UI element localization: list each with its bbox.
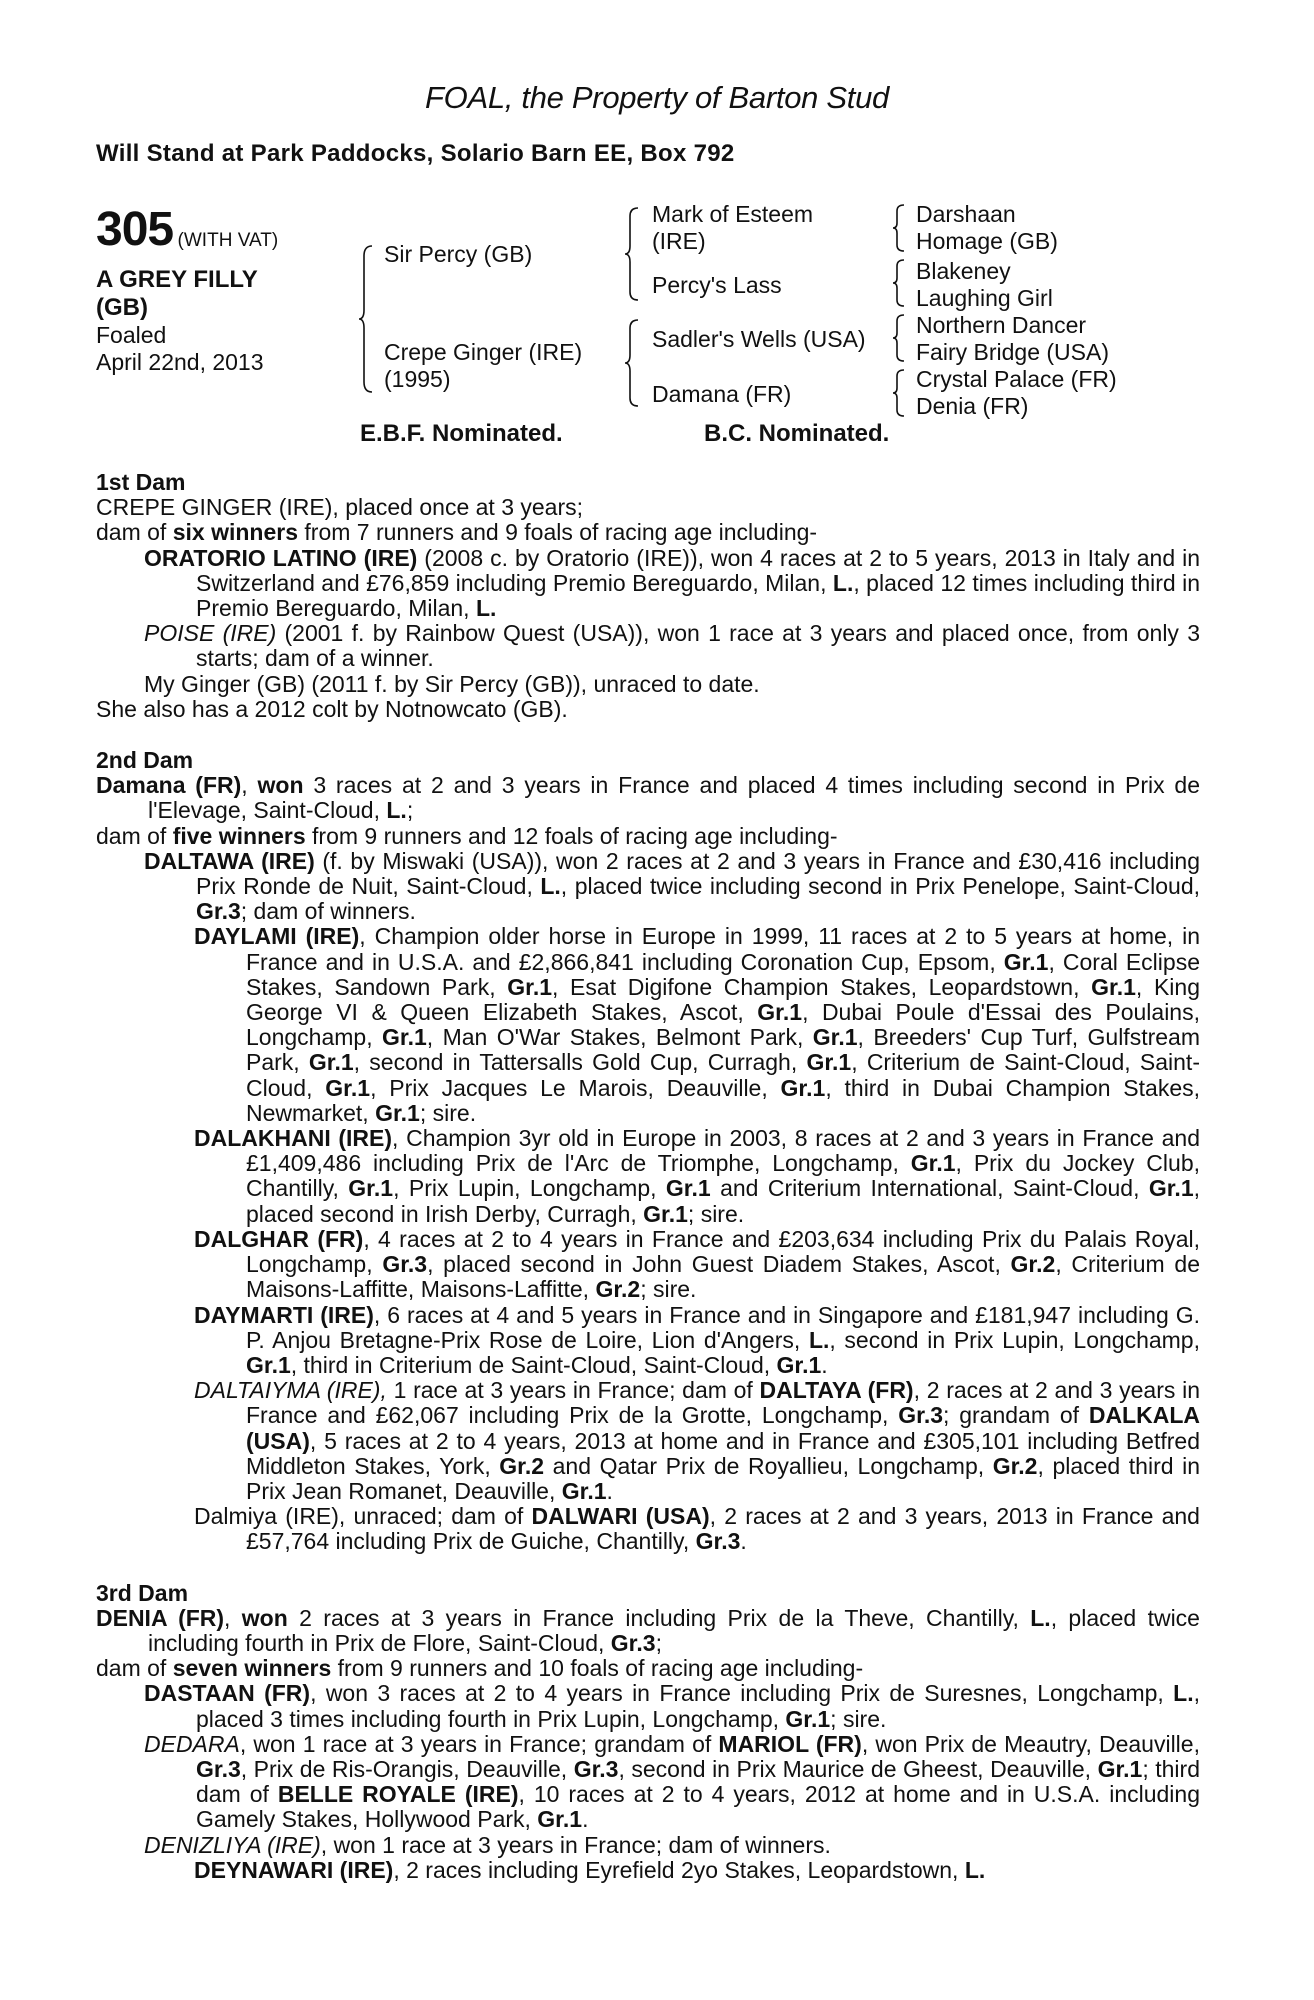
stand-location: Will Stand at Park Paddocks, Solario Barn EE, Box 792: [96, 140, 735, 167]
lot-number: 305: [96, 203, 174, 256]
entry-oratorio-latino: ORATORIO LATINO (IRE) (2008 c. by Oratorio (IRE)), won 4 races at 2 to 5 years, 2013 in Italy and in Switzerland and £76,859 including Premio Bereguardo, Milan, L., placed 12 times including third in Premio Bereguardo, Milan, L.: [144, 544, 1200, 622]
entry-dedara: DEDARA, won 1 race at 3 years in France; grandam of MARIOL (FR), won Prix de Meautry, Deauville, Gr.3, Prix de Ris-Orangis, Deauville, Gr.3, second in Prix Maurice de Gheest, Deauville, Gr.1; third dam of BELLE ROYALE (IRE), 10 races at 2 to 4 years, 2012 at home and in U.S.A. including Gamely Stakes, Hollywood Park, Gr.1.: [144, 1730, 1200, 1833]
first-dam-heading: 1st Dam: [96, 469, 186, 495]
entry-daylami: DAYLAMI (IRE), Champion older horse in Europe in 1999, 11 races at 2 to 5 years at home, in France and in U.S.A. and £2,866,841 including Coronation Cup, Epsom, Gr.1, Coral Eclipse Stakes, Sandown Park, Gr.1, Esat Digifone Champion Stakes, Leopardstown, Gr.1, King George VI & Queen Elizabeth Stakes, Ascot, Gr.1, Dubai Poule d'Essai des Poulains, Longchamp, Gr.1, Man O'War Stakes, Belmont Park, Gr.1, Breeders' Cup Turf, Gulfstream Park, Gr.1, second in Tattersalls Gold Cup, Curragh, Gr.1, Criterium de Saint-Cloud, Saint-Cloud, Gr.1, Prix Jacques Le Marois, Deauville, Gr.1, third in Dubai Champion Stakes, Newmarket, Gr.1; sire.: [194, 923, 1201, 1126]
first-dam-summary: dam of six winners from 7 runners and 9 foals of racing age including-: [96, 519, 818, 546]
second-dam-heading: 2nd Dam: [96, 747, 194, 774]
third-dam-summary: dam of seven winners from 9 runners and 10 foals of racing age including-: [96, 1655, 864, 1682]
entry-damana: Damana (FR), won 3 races at 2 and 3 years in France and placed 4 times including second in Prix de l'Elevage, Saint-Cloud, L.;: [96, 772, 1200, 824]
catalogue-body: [96, 470, 1200, 1883]
brace-ss: [892, 203, 908, 253]
ped-sss: Darshaan: [916, 201, 1016, 227]
entry-denia: DENIA (FR), won 2 races at 3 years in France including Prix de la Theve, Chantilly, L., placed twice including fourth in Prix de Flore, Saint-Cloud, Gr.3;: [96, 1604, 1200, 1656]
entry-colt: She also has a 2012 colt by Notnowcato (GB).: [96, 695, 568, 722]
entry-deynawari: DEYNAWARI (IRE), 2 races including Eyrefield 2yo Stakes, Leopardstown, L.: [194, 1856, 986, 1883]
page-title: FOAL, the Property of Barton Stud: [425, 80, 889, 115]
ebf-nominated: E.B.F. Nominated.: [360, 420, 563, 447]
brace-sd: [892, 258, 908, 308]
brace-dam: [624, 318, 644, 408]
entry-poise: POISE (IRE) (2001 f. by Rainbow Quest (USA)), won 1 race at 3 years and placed once, from only 3 starts; dam of a winner.: [144, 620, 1201, 672]
second-dam-summary: dam of five winners from 9 runners and 12 foals of racing age including-: [96, 822, 838, 849]
entry-daltaiyma: DALTAIYMA (IRE), 1 race at 3 years in France; dam of DALTAYA (FR), 2 races at 2 and 3 years in France and £62,067 including Prix de la Grotte, Longchamp, Gr.3; grandam of DALKALA (USA), 5 races at 2 to 4 years, 2013 at home and in France and £305,101 including Betfred Middleton Stakes, York, Gr.2 and Qatar Prix de Royallieu, Longchamp, Gr.2, placed third in Prix Jean Romanet, Deauville, Gr.1.: [194, 1377, 1200, 1504]
entry-denizliya: DENIZLIYA (IRE), won 1 race at 3 years in France; dam of winners.: [144, 1831, 831, 1858]
entry-dalmiya: Dalmiya (IRE), unraced; dam of DALWARI (USA), 2 races at 2 and 3 years, 2013 in France and £57,764 including Prix de Guiche, Chantilly, Gr.3.: [194, 1503, 1200, 1555]
entry-daymarti: DAYMARTI (IRE), 6 races at 4 and 5 years in France and in Singapore and £181,947 including G. P. Anjou Bretagne-Prix Rose de Loire, Lion d'Angers, L., second in Prix Lupin, Longchamp, Gr.1, third in Criterium de Saint-Cloud, Saint-Cloud, Gr.1.: [194, 1301, 1200, 1378]
ped-dam-line1: Crepe Ginger (IRE): [384, 339, 583, 365]
lot-number-line: [96, 203, 356, 256]
ped-ss-line1: Mark of Esteem: [652, 201, 814, 227]
ped-sire: Sir Percy (GB): [384, 241, 533, 267]
brace-sire: [624, 206, 644, 302]
ped-dds: Crystal Palace (FR): [916, 366, 1117, 392]
entry-dalghar: DALGHAR (FR), 4 races at 2 to 4 years in France and £203,634 including Prix du Palais Royal, Longchamp, Gr.3, placed second in John Guest Diadem Stakes, Ascot, Gr.2, Criterium de Maisons-Laffitte, Maisons-Laffitte, Gr.2; sire.: [194, 1225, 1200, 1303]
lot-description: A GREY FILLY (GB): [96, 266, 258, 321]
brace-ds: [892, 313, 908, 363]
foaled-date: April 22nd, 2013: [96, 349, 264, 375]
ped-ddd: Denia (FR): [916, 393, 1029, 419]
ped-ss-line2: (IRE): [652, 228, 706, 254]
ped-dam-line2: (1995): [384, 366, 451, 392]
ped-ssd: Homage (GB): [916, 228, 1058, 254]
ped-dss: Northern Dancer: [916, 312, 1087, 338]
entry-daltawa: DALTAWA (IRE) (f. by Miswaki (USA)), won 2 races at 2 and 3 years in France and £30,416 including Prix Ronde de Nuit, Saint-Cloud, L., placed twice including second in Prix Penelope, Saint-Cloud, Gr.3; dam of winners.: [144, 847, 1201, 925]
lot-vat: (WITH VAT): [177, 229, 279, 251]
ped-sd: Percy's Lass: [652, 272, 782, 298]
ped-sds: Blakeney: [916, 258, 1011, 284]
entry-my-ginger: My Ginger (GB) (2011 f. by Sir Percy (GB)), unraced to date.: [144, 670, 760, 697]
entry-dastaan: DASTAAN (FR), won 3 races at 2 to 4 years in France including Prix de Suresnes, Longchamp, L., placed 3 times including fourth in Prix Lupin, Longchamp, Gr.1; sire.: [144, 1680, 1200, 1732]
third-dam-heading: 3rd Dam: [96, 1579, 189, 1606]
foaled-label: Foaled: [96, 322, 167, 348]
brace-dd: [892, 368, 908, 418]
entry-dalakhani: DALAKHANI (IRE), Champion 3yr old in Europe in 2003, 8 races at 2 and 3 years in France and £1,409,486 including Prix de l'Arc de Triomphe, Longchamp, Gr.1, Prix du Jockey Club, Chantilly, Gr.1, Prix Lupin, Longchamp, Gr.1 and Criterium International, Saint-Cloud, Gr.1, placed second in Irish Derby, Curragh, Gr.1; sire.: [194, 1125, 1201, 1227]
ped-sdd: Laughing Girl: [916, 285, 1053, 311]
first-dam-line: CREPE GINGER (IRE), placed once at 3 years;: [96, 494, 584, 521]
ped-dd: Damana (FR): [652, 381, 792, 407]
bc-nominated: B.C. Nominated.: [704, 420, 890, 447]
ped-ds: Sadler's Wells (USA): [652, 326, 866, 352]
lot-header: [96, 203, 356, 376]
brace-gen1: [358, 244, 378, 394]
ped-dsd: Fairy Bridge (USA): [916, 339, 1109, 365]
